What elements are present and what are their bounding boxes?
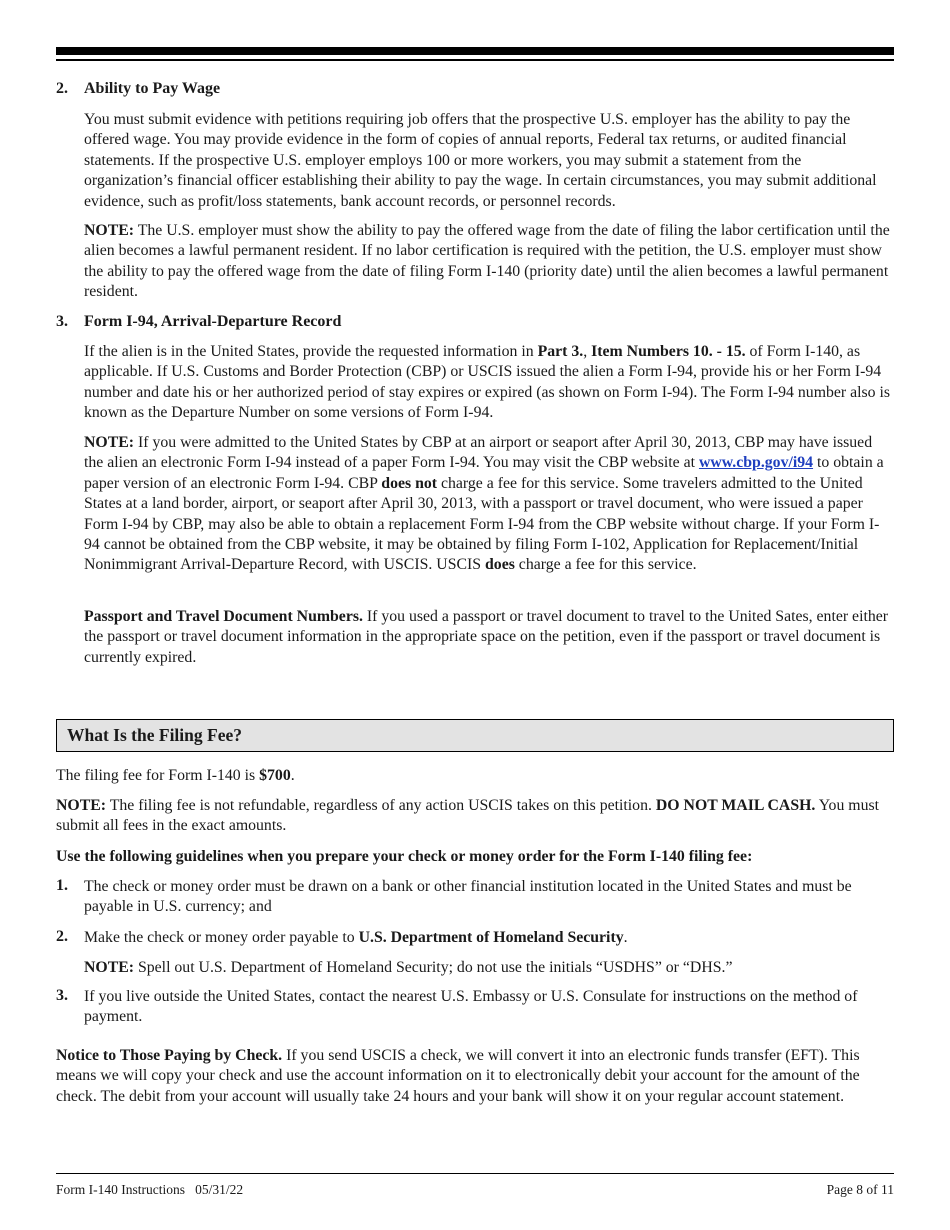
guidelines-heading: Use the following guidelines when you prepare your check or money order for the Form I-140 filing fee: (56, 848, 753, 865)
check-text: If you send USCIS a check, we will convert it into an electronic funds transfer (EFT). This means we will copy your check and use the account information on it to electronically debit your account for the amount of the check. The debit from your account will usually take 24 hours and your bank will show it on your regular account statement. (56, 1047, 860, 1105)
text-span: of Form I-140, as applicable. If U.S. Customs and Border Protection (CBP) or USCIS issued the alien a Form I-94, provide his or her Form I-94 number and date his or her authorized period of stay expires or expired (as shown on Form I-94). The Form I-94 number also is known as the Departure Number on some versions of Form I-94. (84, 343, 891, 422)
fee-amount: $700 (259, 767, 291, 784)
text-span: to obtain a paper version of an electronic Form I-94. CBP (84, 454, 884, 492)
note-label: NOTE: (56, 797, 107, 814)
item-title: Form I-94, Arrival-Departure Record (84, 313, 342, 330)
text-span: charge a fee for this service. (514, 556, 697, 574)
text-span: The filing fee for Form I-140 is (56, 767, 260, 784)
payee-note (84, 958, 894, 978)
item-number: 1. (56, 877, 68, 894)
text-span: , (583, 343, 592, 360)
item-title: Ability to Pay Wage (84, 80, 221, 97)
text-span: . (623, 929, 628, 946)
passport-text: If you used a passport or travel document to travel to the United Sates, enter either the passport or travel document information in the appropriate space on the petition, even if the passport or travel document is currently expired. (84, 608, 889, 666)
filing-fee-section-header (56, 719, 894, 752)
header-thin-rule (56, 59, 894, 61)
item-number: 2. (56, 928, 68, 945)
document-page (56, 0, 894, 1230)
note-label: NOTE: (84, 222, 135, 239)
ability-to-pay-paragraph: You must submit evidence with petitions requiring job offers that the prospective U.S. employer has the ability to pay the offered wage. You may provide evidence in the form of copies of annual reports, Federal tax returns, or audited financial statements. If the prospective U.S. employer employs 100 or more workers, you may submit a statement from the organization’s financial officer establishing their ability to pay the wage. In certain circumstances, you may submit additional evidence, such as profit/loss statements, bank account records, or personnel records. (84, 111, 877, 210)
bold-text: DO NOT MAIL CASH. (655, 797, 816, 814)
bold-text: U.S. Department of Homeland Security (358, 929, 624, 946)
item-text: If you live outside the United States, contact the nearest U.S. Embassy or U.S. Consulate for instructions on the method of payment. (84, 988, 858, 1026)
bold-text: does (485, 556, 515, 574)
item-text: The check or money order must be drawn on a bank or other financial institution located in the United States and must be payable in U.S. currency; and (84, 878, 852, 916)
note-text: Spell out U.S. Department of Homeland Security; do not use the initials “USDHS” or “DHS.” (134, 959, 733, 976)
section-title: What Is the Filing Fee? (67, 725, 242, 745)
cbp-website-link[interactable]: www.cbp.gov/i94 (698, 454, 814, 472)
note-label: NOTE: (84, 959, 135, 976)
text-span: . (290, 767, 295, 784)
ability-to-pay-note (84, 221, 894, 303)
text-span: You must submit all fees in the exact amounts. (56, 797, 880, 835)
text-span: If you were admitted to the United States by CBP at an airport or seaport after April 30, 2013, CBP may have issued the alien an electronic Form I-94 instead of a paper Form I-94. You may visit the CBP website at (84, 434, 873, 472)
part-ref: Part 3. (537, 343, 584, 360)
footer-page-number: Page 8 of 11 (826, 1182, 894, 1197)
item-text (84, 928, 894, 948)
i94-note (84, 433, 894, 576)
text-span: The filing fee is not refundable, regardless of any action USCIS takes on this petition. (106, 797, 656, 814)
passport-label: Passport and Travel Document Numbers. (84, 608, 363, 625)
bold-text: does not (381, 474, 438, 492)
item-number: 3. (56, 987, 68, 1004)
header-thick-rule (56, 47, 894, 55)
item-numbers-ref: Item Numbers 10. - 15. (591, 343, 746, 360)
check-label: Notice to Those Paying by Check. (56, 1047, 283, 1064)
footer-rule (56, 1173, 894, 1174)
item-number: 2. (56, 80, 68, 97)
fee-note (56, 796, 894, 837)
passport-paragraph (84, 607, 894, 668)
note-label: NOTE: (84, 434, 135, 451)
i94-paragraph (84, 342, 894, 424)
check-notice (56, 1046, 894, 1107)
text-span: charge a fee for this service. Some travelers admitted to the United States at a land border, airport, or seaport after April 30, 2013, with a passport or travel document, who were issued a paper Form I-94 by CBP, may also be able to obtain a replacement Form I-94 from the CBP website without charge. If your Form I-94 cannot be obtained from the CBP website, it may be obtained by filing Form I-102, Application for Replacement/Initial Nonimmigrant Arrival-Departure Record, with USCIS. USCIS (84, 474, 880, 574)
item-number: 3. (56, 313, 68, 330)
note-text: The U.S. employer must show the ability to pay the offered wage from the date of filing the labor certification until the alien becomes a lawful permanent resident. If no labor certification is required with the petition, the U.S. employer must show the ability to pay the offered wage from the date of filing Form I-140 (priority date) until the alien becomes a lawful permanent resident. (84, 222, 890, 301)
text-span: Make the check or money order payable to (84, 929, 359, 946)
filing-fee-amount (56, 766, 894, 786)
footer-form-id: Form I-140 Instructions 05/31/22 (56, 1182, 244, 1197)
text-span: If the alien is in the United States, provide the requested information in (84, 343, 538, 360)
